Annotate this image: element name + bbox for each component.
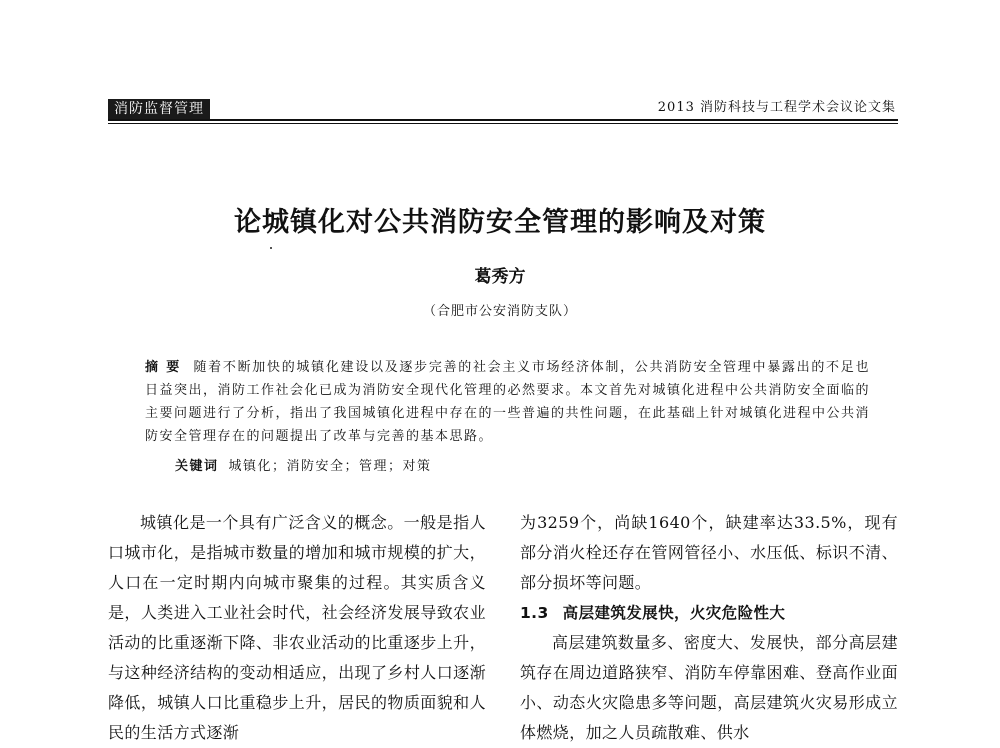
journal-title: 2013 消防科技与工程学术会议论文集 [657, 100, 896, 115]
body-paragraph-continued: 为3259个，尚缺1640个，缺建率达33.5%，现有部分消火栓还存在管网管径小、水压低、标识不清、部分损坏等问题。 [520, 513, 898, 592]
header-rule [108, 119, 898, 121]
author: 葛秀方 [474, 267, 526, 287]
abstract [145, 356, 870, 448]
header-rule-thin [108, 123, 898, 124]
abstract-label: 摘要 [145, 360, 188, 375]
body-paragraph: 城镇化是一个具有广泛含义的概念。一般是指人口城市化，是指城市数量的增加和城市规模的扩大，人口在一定时期内向城市聚集的过程。其实质含义是，人类进入工业社会时代，社会经济发展导致农业活动的比重逐渐下降、非农业活动的比重逐步上升，与这种经济结构的变动相适应，出现了乡村人口逐渐降低，城镇人口比重稳步上升，居民的物质面貌和人民的生活方式逐渐 [108, 513, 486, 742]
affiliation: （合肥市公安消防支队） [422, 304, 577, 319]
paper-title: 论城镇化对公共消防安全管理的影响及对策 [234, 207, 766, 238]
keywords-label: 关键词 [175, 459, 219, 474]
stray-mark [270, 247, 272, 249]
section-heading-text: 高层建筑发展快，火灾危险性大 [562, 604, 786, 622]
section-tag: 消防监督管理 [108, 99, 210, 119]
section-heading-number: 1.3 [520, 604, 549, 622]
body-column-left [108, 508, 486, 748]
abstract-text: 随着不断加快的城镇化建设以及逐步完善的社会主义市场经济体制，公共消防安全管理中暴露出的不足也日益突出，消防工作社会化已成为消防安全现代化管理的必然要求。本文首先对城镇化进程中公共消防安全面临的主要问题进行了分析，指出了我国城镇化进程中存在的一些普遍的共性问题，在此基础上针对城镇化进程中公共消防安全管理存在的问题提出了改革与完善的基本思路。 [145, 360, 871, 444]
section-heading [520, 598, 898, 628]
body-column-right [520, 508, 898, 748]
body-paragraph: 高层建筑数量多、密度大、发展快，部分高层建筑存在周边道路狭窄、消防车停靠困难、登高作业面小、动态火灾隐患多等问题，高层建筑火灾易形成立体燃烧，加之人员疏散难、供水 [520, 633, 898, 742]
keywords [175, 457, 865, 477]
keywords-text: 城镇化；消防安全；管理；对策 [228, 459, 432, 474]
